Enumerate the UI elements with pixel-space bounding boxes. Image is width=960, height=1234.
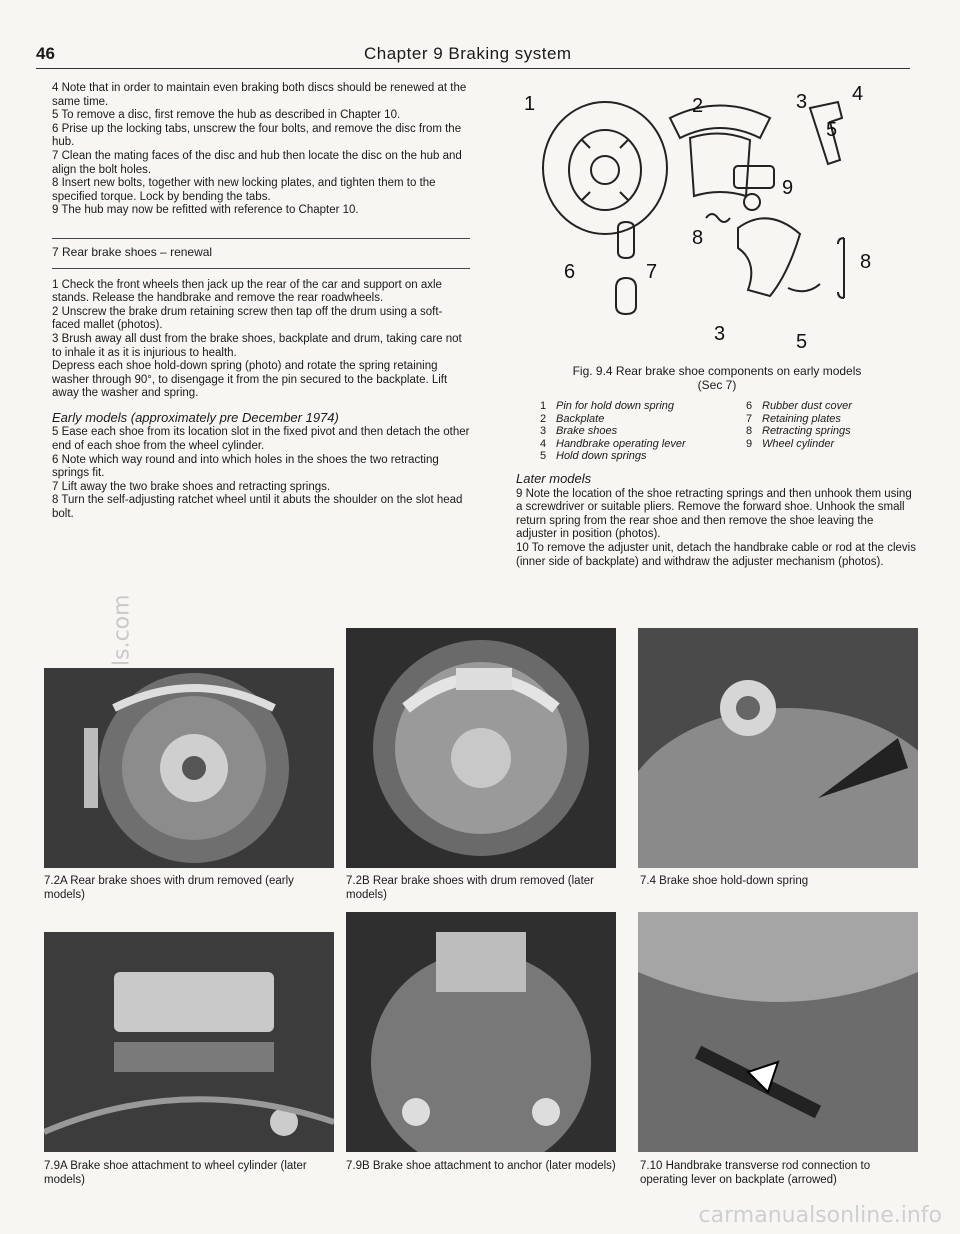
photo-image xyxy=(638,628,918,868)
label-3b: 3 xyxy=(714,323,726,345)
label-4: 4 xyxy=(852,83,864,105)
photo-caption: 7.10 Handbrake transverse rod connection to operating lever on backplate (arrowed) xyxy=(640,1160,871,1186)
para: 10 To remove the adjuster unit, detach the handbrake cable or rod at the clevis (inner side of backplate) and withdraw the adjuster mechanism (photos). xyxy=(516,541,916,568)
figure-caption-line1: Fig. 9.4 Rear brake shoe components on early models xyxy=(572,364,862,378)
para: 8 Insert new bolts, together with new locking plates, and tighten them to the specified torque. Lock by bending the tabs. xyxy=(52,177,436,203)
para: 1 Check the front wheels then jack up the rear of the car and support on axle stands. Release the handbrake and remove the rear roadwheels. xyxy=(52,278,442,305)
watermark-bottom: carmanualsonline.info xyxy=(698,1203,942,1228)
para: 3 Brush away all dust from the brake shoes, backplate and drum, taking care not to inhale it as it is injurious to health. xyxy=(52,332,462,359)
legend-item: 1 Pin for hold down spring xyxy=(540,400,675,412)
photo-7-9b xyxy=(346,912,616,1152)
photo-7-2a xyxy=(44,668,334,868)
photo-image xyxy=(638,912,918,1152)
label-5b: 5 xyxy=(796,331,808,352)
page-number: 46 xyxy=(36,44,55,63)
label-5: 5 xyxy=(826,119,838,141)
para: 5 To remove a disc, first remove the hub as described in Chapter 10. xyxy=(52,109,401,122)
legend-item: 5 Hold down springs xyxy=(540,450,647,462)
para: 4 Note that in order to maintain even braking both discs should be renewed at the same time. xyxy=(52,82,467,108)
photo-7-2b xyxy=(346,628,616,868)
legend-item: 8 Retracting springs xyxy=(746,425,851,437)
legend-item: 6 Rubber dust cover xyxy=(746,400,852,412)
para: 7 Clean the mating faces of the disc and hub then locate the disc on the hub and align the bolt holes. xyxy=(52,149,462,176)
label-2: 2 xyxy=(692,95,704,117)
label-8b: 8 xyxy=(860,251,872,273)
para: 6 Note which way round and into which holes in the shoes the two retracting springs fit. xyxy=(52,453,439,480)
photo-image xyxy=(346,912,616,1152)
para: 9 Note the location of the shoe retracting springs and then unhook them using a screwdriver or suitable pliers. Remove the forward shoe. Unhook the small return spring from the rear shoe and then remove the shoe leaving the adjuster in position (photos). xyxy=(516,487,912,541)
photo-caption: 7.9B Brake shoe attachment to anchor (later models) xyxy=(346,1160,616,1172)
photo-image xyxy=(44,668,334,868)
legend-item: 3 Brake shoes xyxy=(540,425,618,437)
subheading-early-models: Early models (approximately pre December 1974) xyxy=(52,409,339,425)
brake-components-diagram xyxy=(520,78,890,352)
right-column xyxy=(516,472,916,569)
label-8: 8 xyxy=(692,227,704,249)
label-9: 9 xyxy=(782,177,794,199)
photo-7-4 xyxy=(638,628,918,868)
label-6: 6 xyxy=(564,261,576,283)
para: 8 Turn the self-adjusting ratchet wheel until it abuts the shoulder on the slot head bolt. xyxy=(52,494,463,521)
diagram-drawing xyxy=(520,78,890,352)
para: 2 Unscrew the brake drum retaining screw then tap off the drum using a soft-faced mallet (photos). xyxy=(52,305,443,332)
photo-caption: 7.2A Rear brake shoes with drum removed (early models) xyxy=(44,875,294,901)
page-header xyxy=(36,42,910,69)
photo-7-10 xyxy=(638,912,918,1152)
left-column xyxy=(52,82,470,522)
photo-image xyxy=(44,932,334,1152)
label-1: 1 xyxy=(524,93,536,115)
photo-caption: 7.2B Rear brake shoes with drum removed (later models) xyxy=(346,875,594,901)
photo-caption: 7.4 Brake shoe hold-down spring xyxy=(640,875,809,887)
section-heading: 7 Rear brake shoes – renewal xyxy=(52,238,470,269)
label-7: 7 xyxy=(646,261,658,283)
chapter-title: Chapter 9 Braking system xyxy=(364,44,572,63)
photo-image xyxy=(346,628,616,868)
para: 9 The hub may now be refitted with reference to Chapter 10. xyxy=(52,204,359,217)
para: 5 Ease each shoe from its location slot in the fixed pivot and then detach the other end of each shoe from the wheel cylinder. xyxy=(52,426,470,453)
subheading-later-models: Later models xyxy=(516,471,592,486)
para: 7 Lift away the two brake shoes and retracting springs. xyxy=(52,480,331,493)
legend-item: 4 Handbrake operating lever xyxy=(540,437,686,450)
photo-caption: 7.9A Brake shoe attachment to wheel cylinder (later models) xyxy=(44,1160,307,1186)
para: 6 Prise up the locking tabs, unscrew the four bolts, and remove the disc from the hub. xyxy=(52,122,462,149)
label-3: 3 xyxy=(796,91,808,113)
figure-caption xyxy=(516,364,918,392)
figure-caption-line2: (Sec 7) xyxy=(697,378,737,392)
photo-7-9a xyxy=(44,932,334,1152)
legend-item: 7 Retaining plates xyxy=(746,412,841,425)
legend-item: 2 Backplate xyxy=(540,412,605,425)
para: Depress each shoe hold-down spring (photo) and rotate the spring retaining washer through 90°, to disengage it from the pin secured to the backplate. Lift away the washer and spring. xyxy=(52,360,448,400)
legend-item: 9 Wheel cylinder xyxy=(746,437,835,450)
